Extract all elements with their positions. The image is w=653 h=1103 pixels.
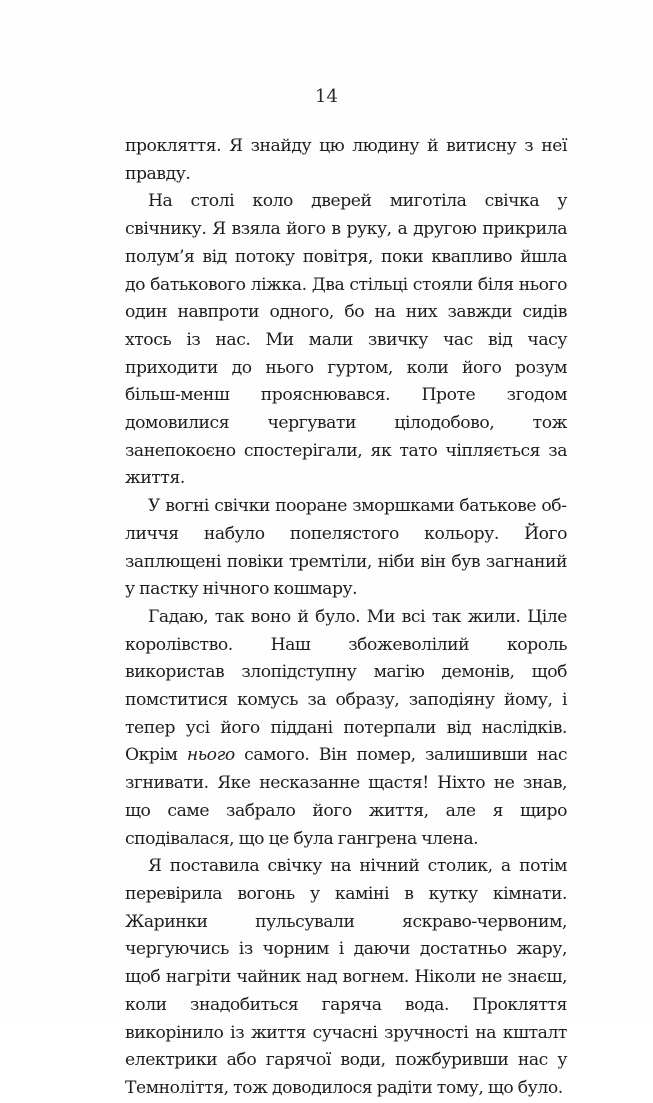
text-body [125, 133, 567, 1103]
paragraph: У вогні свічки пооране зморшками батькове обличчя набуло попелястого кольору. Його заплющені повіки тремтіли, ніби він був загнаний у пастку нічного кошмару. [125, 496, 567, 600]
paragraph [125, 604, 567, 853]
paragraph-text: самого. Він помер, залишивши нас згнивати. Яке несказанне щастя! Ніхто не знав, що саме забрало його життя, але я щиро сподівалася, що це була гангрена члена. [125, 745, 568, 849]
paragraph: На столі коло дверей миготіла свічка у свічнику. Я взяла його в руку, а другою прикрила полум’я від потоку повітря, поки квапливо йшла до батькового ліжка. Два стільці стояли біля нього один навпроти одного, бо на них завжди сидів хтось із нас. Ми мали звичку час від часу приходити до нього гуртом, коли його розум більш-менш прояснювався. Проте згодом домовилися чергувати цілодобово, тож занепокоєно спостерігали, як тато чіпляється за життя. [125, 191, 567, 489]
paragraph-continuation: прокляття. Я знайду цю людину й витисну з неї правду. [125, 136, 567, 184]
emphasis-word: нього [186, 745, 235, 766]
page-number: 14 [315, 86, 338, 107]
paragraph-text: Гадаю, так воно й було. Ми всі так жили. Ціле королівство. Наш збожеволілий король використав злопідступну магію демонів, щоб помститися комусь за образу, заподіяну йому, і тепер усі його піддані потерпали від наслідків. Окрім [125, 606, 567, 766]
paragraph: Я поставила свічку на нічний столик, а потім перевірила вогонь у каміні в кутку кімнати. Жаринки пульсували яскраво-червоним, чергуючись із чорним і даючи достатньо жару, щоб нагріти чайник над вогнем. Ніколи не знаєш, коли знадобиться гаряча вода. Прокляття викорінило із життя сучасні зручності на кшталт електрики або гарячої води, пожбуривши нас у Темноліття, тож доводилося радіти тому, що було. [125, 856, 567, 1098]
